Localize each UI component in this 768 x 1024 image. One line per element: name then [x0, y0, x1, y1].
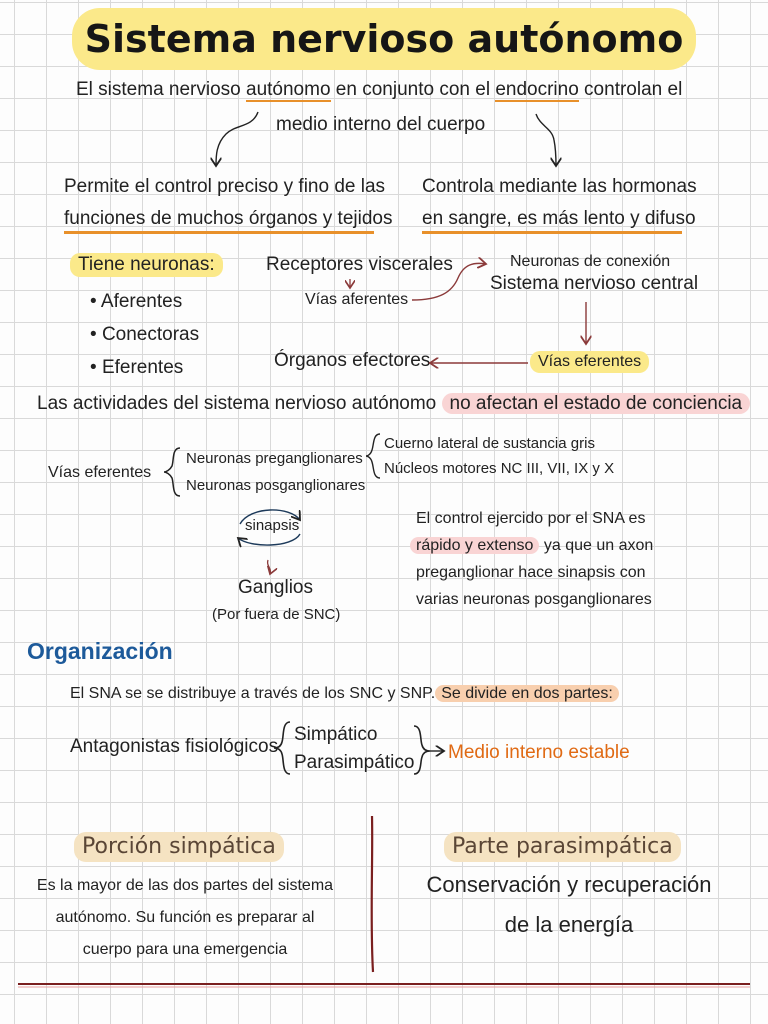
flow-snc: Sistema nervioso central [490, 273, 699, 294]
left-branch-line-2: funciones de muchos órganos y tejidos [64, 207, 374, 234]
organizacion-highlight: Se divide en dos partes: [435, 685, 619, 702]
flow-neuronas-conexion: Neuronas de conexión [510, 253, 671, 270]
simpatica-heading: Porción simpática [74, 832, 284, 862]
conciencia-highlight: no afectan el estado de conciencia [442, 393, 751, 414]
simpatica-line-2: autónomo. Su función es preparar al [55, 909, 315, 926]
section-divider [372, 816, 373, 972]
parasimpatica-line-1: Conservación y recuperación [426, 872, 712, 897]
neuron-item-aferentes: • Aferentes [90, 291, 183, 312]
simpatica-line-3: cuerpo para una emergencia [82, 941, 288, 958]
branch-arrow-left [216, 112, 258, 166]
intro-text-2: en conjunto con el [330, 79, 496, 100]
flow-vias-eferentes: Vías eferentes [530, 351, 649, 373]
antagonistas-brace [274, 722, 290, 774]
control-note-line-1: El control ejercido por el SNA es [416, 510, 646, 527]
control-note-line-3: preganglionar hace sinapsis con [416, 564, 646, 581]
control-note-line-4: varias neuronas posganglionares [416, 591, 652, 608]
intro-text-1: El sistema nervioso [76, 79, 247, 100]
neuron-item-eferentes: • Eferentes [90, 357, 184, 378]
eferentes-brace [164, 448, 180, 496]
neurons-heading: Tiene neuronas: [70, 253, 223, 277]
right-branch-line-1: Controla mediante las hormonas [422, 176, 697, 197]
simpatica-line-1: Es la mayor de las dos partes del sistema [36, 877, 334, 894]
conciencia-text: Las actividades del sistema nervioso autónomo [37, 393, 442, 414]
eferentes-label: Vías eferentes [48, 464, 152, 481]
control-note-text: ya que un axon [539, 537, 654, 554]
eferentes-item-pos: Neuronas posganglionares [186, 477, 366, 494]
intro-autonomo: autónomo [246, 79, 331, 100]
part-parasimpatico: Parasimpático [294, 752, 415, 773]
part-simpatico: Simpático [294, 724, 378, 745]
intro-line-2: medio interno del cuerpo [276, 114, 486, 135]
flow-receptores: Receptores viscerales [266, 254, 453, 275]
antagonistas-label: Antagonistas fisiológicos [70, 736, 279, 757]
neuron-item-label: Conectoras [101, 324, 200, 345]
branch-arrow-right [536, 114, 556, 166]
flow-organos: Órganos efectores [274, 350, 431, 371]
control-note-highlight: rápido y extenso [410, 537, 539, 554]
left-branch-line-1: Permite el control preciso y fino de las [64, 176, 386, 197]
ganglios-label: Ganglios [238, 577, 313, 598]
intro-text-3: controlan el [578, 79, 683, 100]
organizacion-text: El SNA se se distribuye a través de los SNC y SNP. [70, 685, 436, 702]
sinapsis-down-arrow [268, 560, 271, 574]
page-title: Sistema nervioso autónomo [72, 8, 696, 70]
right-branch-line-2: en sangre, es más lento y difuso [422, 207, 682, 234]
ganglios-note: (Por fuera de SNC) [212, 606, 341, 623]
sinapsis-label: sinapsis [245, 517, 300, 534]
eferentes-item-pre: Neuronas preganglionares [186, 450, 363, 467]
organizacion-heading: Organización [27, 638, 173, 664]
intro-endocrino: endocrino [495, 79, 579, 100]
origins-brace [366, 434, 380, 478]
neuron-item-conectoras: • Conectoras [90, 324, 200, 345]
parasimpatica-line-2: de la energía [504, 912, 634, 937]
parasimpatica-heading: Parte parasimpática [444, 832, 681, 862]
aferentes-to-snc-arrow [412, 263, 486, 300]
result-brace [414, 726, 430, 774]
medio-interno-result: Medio interno estable [448, 742, 630, 763]
origin-cuerno: Cuerno lateral de sustancia gris [384, 435, 595, 452]
neuron-item-label: Aferentes [100, 291, 183, 312]
sinapsis-arc-top [240, 510, 300, 524]
origin-nucleos: Núcleos motores NC III, VII, IX y X [384, 460, 615, 477]
sinapsis-arc-bottom [238, 534, 300, 545]
flow-vias-aferentes: Vías aferentes [305, 291, 409, 308]
neuron-item-label: Eferentes [101, 357, 184, 378]
